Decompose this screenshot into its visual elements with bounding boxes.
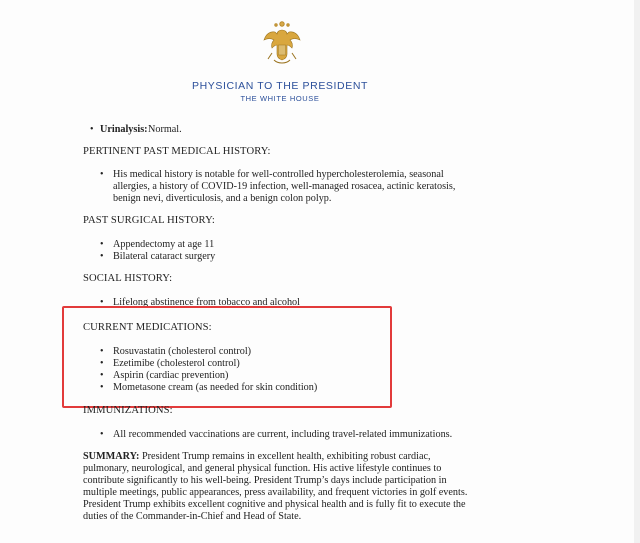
list-item: Appendectomy at age 11: [113, 239, 215, 250]
bullet: •: [100, 297, 104, 308]
bullet: •: [90, 124, 94, 135]
letterhead-title: PHYSICIAN TO THE PRESIDENT: [191, 80, 369, 92]
summary-paragraph: [83, 451, 431, 463]
medical-history-line: allergies, a history of COVID-19 infection, well-managed rosacea, actinic keratosis,: [113, 181, 456, 192]
bullet: •: [100, 358, 104, 369]
page-edge: [634, 0, 640, 543]
section-heading-medications: CURRENT MEDICATIONS:: [83, 322, 212, 333]
medication-item: Rosuvastatin (cholesterol control): [113, 346, 252, 357]
summary-line: duties of the Commander-in-Chief and Head of State.: [83, 511, 302, 522]
medication-item: Ezetimibe (cholesterol control): [113, 358, 240, 369]
bullet: •: [100, 370, 104, 381]
summary-line: President Trump exhibits excellent cognitive and physical health and is fully fit to execute the: [83, 499, 466, 510]
bullet: •: [100, 251, 104, 262]
bullet: •: [100, 169, 104, 180]
summary-line: multiple meetings, public appearances, press availability, and frequent victories in golf events.: [83, 487, 468, 498]
section-heading-medical-history: PERTINENT PAST MEDICAL HISTORY:: [83, 146, 271, 157]
medication-item: Aspirin (cardiac prevention): [113, 370, 229, 381]
medical-history-line: His medical history is notable for well-controlled hypercholesterolemia, seasonal: [113, 169, 444, 180]
bullet: •: [100, 382, 104, 393]
summary-line: contribute significantly to his well-being. President Trump’s days include participation in: [83, 475, 447, 486]
bullet: •: [100, 346, 104, 357]
section-heading-surgical-history: PAST SURGICAL HISTORY:: [83, 215, 215, 226]
summary-line: President Trump remains in excellent health, exhibiting robust cardiac,: [141, 451, 431, 462]
bullet: •: [100, 239, 104, 250]
section-heading-immunizations: IMMUNIZATIONS:: [83, 405, 173, 416]
medical-history-line: benign nevi, diverticulosis, and a benign colon polyp.: [113, 193, 332, 204]
presidential-seal-icon: [262, 20, 302, 66]
section-heading-social-history: SOCIAL HISTORY:: [83, 273, 173, 284]
summary-label: SUMMARY:: [83, 451, 140, 462]
bullet: •: [100, 429, 104, 440]
list-item: All recommended vaccinations are current, including travel-related immunizations.: [113, 429, 453, 440]
letterhead-subtitle: THE WHITE HOUSE: [240, 94, 320, 103]
urinalysis-value: Normal.: [148, 124, 182, 135]
highlight-box: [62, 306, 392, 408]
medication-item: Mometasone cream (as needed for skin condition): [113, 382, 318, 393]
list-item: Bilateral cataract surgery: [113, 251, 216, 262]
summary-line: pulmonary, neurological, and general physical function. His active lifestyle continues to: [83, 463, 442, 474]
urinalysis-label: Urinalysis:: [100, 124, 148, 135]
list-item: Lifelong abstinence from tobacco and alcohol: [113, 297, 300, 308]
